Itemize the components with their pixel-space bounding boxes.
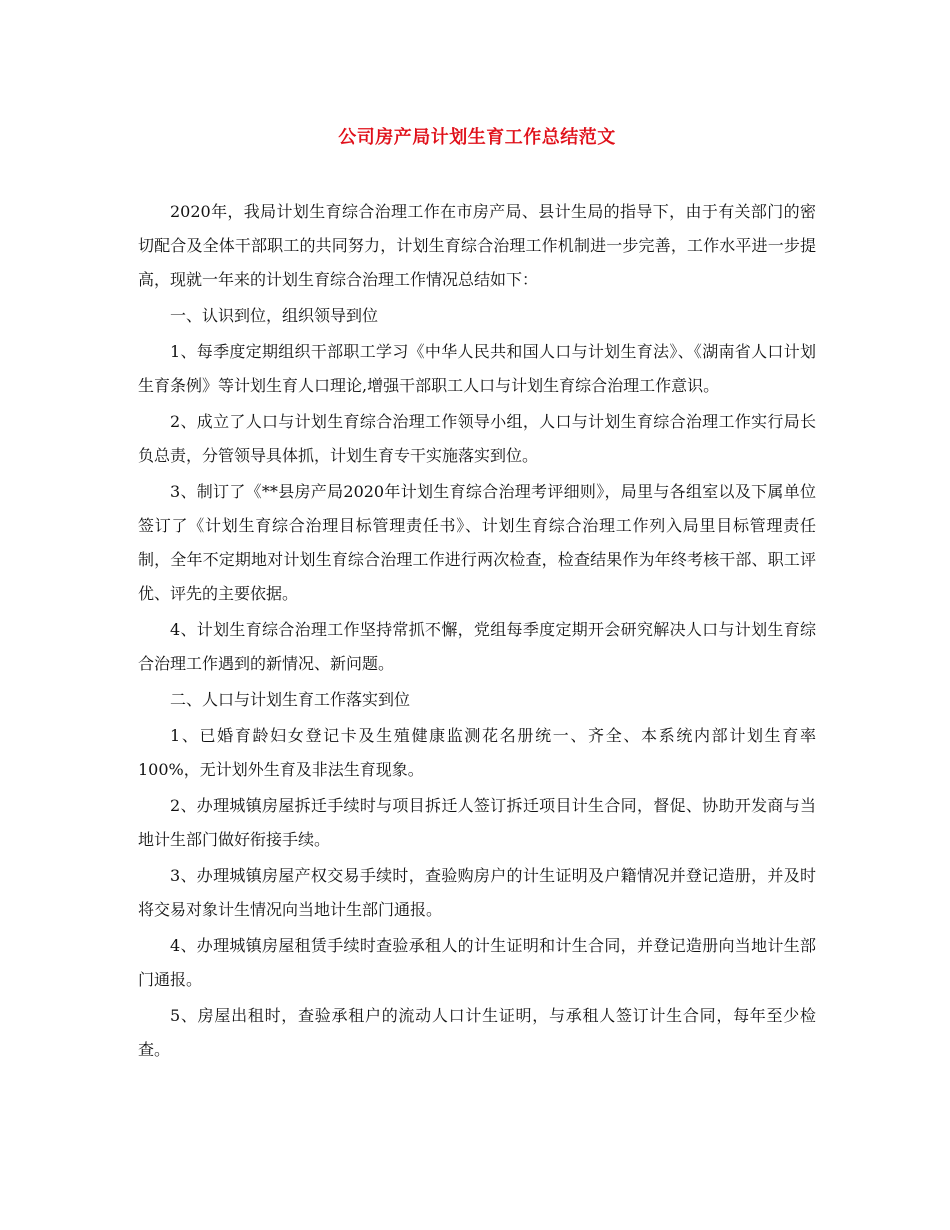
paragraph-1-3: 3、制订了《**县房产局2020年计划生育综合治理考评细则》，局里与各组室以及下属单位签订了《计划生育综合治理目标管理责任书》、计划生育综合治理工作列入局里目标管理责任制，全年不定期地对计划生育综合治理工作进行两次检查，检查结果作为年终考核干部、职工评优、评先的主要依据。 (138, 482, 816, 603)
section-heading-1: 一、认识到位，组织领导到位 (170, 306, 379, 325)
paragraph-intro: 2020年，我局计划生育综合治理工作在市房产局、县计生局的指导下，由于有关部门的密切配合及全体干部职工的共同努力，计划生育综合治理工作机制进一步完善，工作水平进一步提高，现就一年来的计划生育综合治理工作情况总结如下： (138, 202, 816, 289)
paragraph-1-4: 4、计划生育综合治理工作坚持常抓不懈，党组每季度定期开会研究解决人口与计划生育综合治理工作遇到的新情况、新问题。 (138, 620, 816, 673)
paragraph-2-2: 2、办理城镇房屋拆迁手续时与项目拆迁人签订拆迁项目计生合同，督促、协助开发商与当地计生部门做好衔接手续。 (138, 796, 816, 849)
paragraph-2-4: 4、办理城镇房屋租赁手续时查验承租人的计生证明和计生合同，并登记造册向当地计生部门通报。 (138, 936, 816, 989)
section-heading-2: 二、人口与计划生育工作落实到位 (170, 690, 411, 709)
paragraph-1-2: 2、成立了人口与计划生育综合治理工作领导小组，人口与计划生育综合治理工作实行局长负总责，分管领导具体抓，计划生育专干实施落实到位。 (138, 412, 816, 465)
paragraph-2-1: 1、已婚育龄妇女登记卡及生殖健康监测花名册统一、齐全、本系统内部计划生育率100%，无计划外生育及非法生育现象。 (138, 726, 816, 779)
paragraph-2-3: 3、办理城镇房屋产权交易手续时，查验购房户的计生证明及户籍情况并登记造册，并及时将交易对象计生情况向当地计生部门通报。 (138, 866, 816, 919)
document-body (138, 195, 816, 1067)
paragraph-1-1: 1、每季度定期组织干部职工学习《中华人民共和国人口与计划生育法》、《湖南省人口计划生育条例》等计划生育人口理论,增强干部职工人口与计划生育综合治理工作意识。 (138, 342, 816, 395)
document-title: 公司房产局计划生育工作总结范文 (338, 127, 616, 148)
paragraph-2-5: 5、房屋出租时，查验承租户的流动人口计生证明，与承租人签订计生合同，每年至少检查。 (138, 1006, 816, 1059)
